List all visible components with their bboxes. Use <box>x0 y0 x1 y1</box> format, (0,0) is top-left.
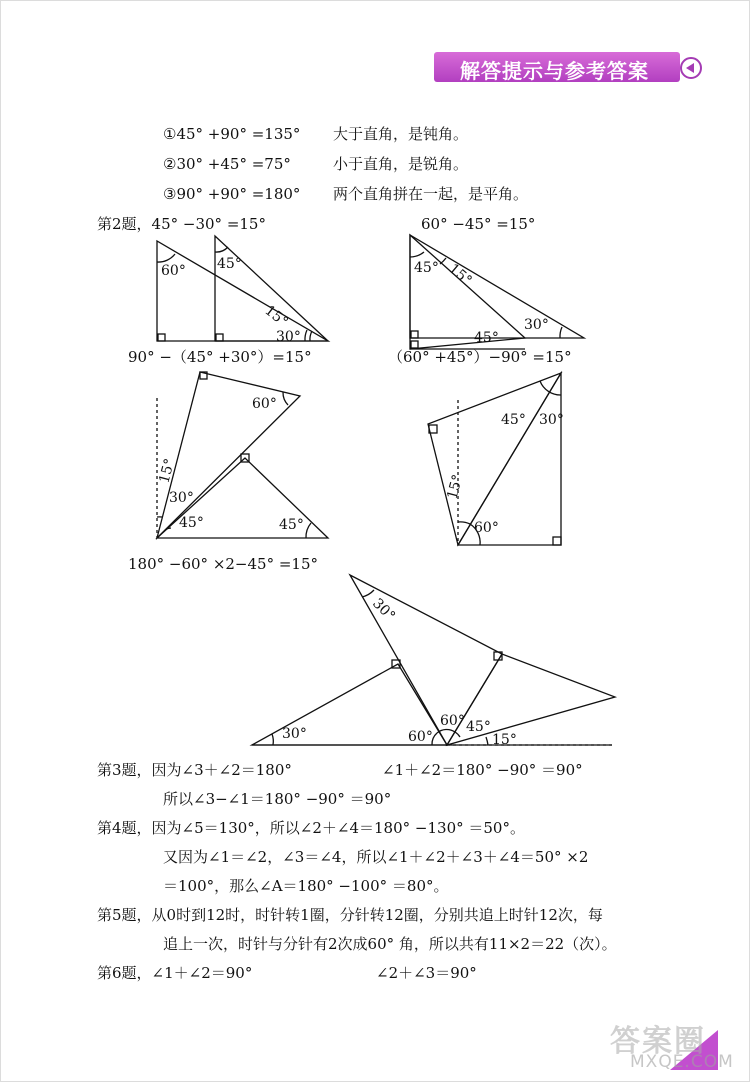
q3-line-1b: ∠1＋∠2＝180° −90° ＝90° <box>382 761 583 779</box>
watermark-logo: 答案圈 <box>610 1024 706 1059</box>
fig-a-label-60: 60° <box>161 263 186 279</box>
fig-e-label-30a: 30° <box>282 726 307 742</box>
fig-b-label-45b: 45° <box>474 330 499 346</box>
fig-c-label-60: 60° <box>252 396 277 412</box>
fig-e-label-15: 15° <box>492 732 517 748</box>
fig-b-label-30: 30° <box>524 317 549 333</box>
fig-d-label-45: 45° <box>501 412 526 428</box>
fig-c-label-30: 30° <box>169 490 194 506</box>
fig-c-label-45a: 45° <box>179 515 204 531</box>
q2-eq-left-1: 90° −（45° +30°）=15° <box>128 348 312 366</box>
fig-e-label-45: 45° <box>466 719 491 735</box>
q4-line-3: ＝100°，那么∠A＝180° −100° ＝80°。 <box>163 877 449 895</box>
q5-line-2: 追上一次，时针与分针有2次成60° 角，所以共有11×2＝22（次）。 <box>163 935 617 953</box>
q1-line-1-note: 大于直角，是钝角。 <box>333 125 469 143</box>
figure-c <box>157 372 328 538</box>
q3-line-1a: 第3题，因为∠3＋∠2＝180° <box>97 761 292 779</box>
fig-c-label-15: 15° <box>156 456 179 486</box>
fig-d-label-15: 15° <box>444 472 467 502</box>
figure-a <box>157 236 328 341</box>
fig-a-label-15: 15° <box>261 302 291 331</box>
q1-line-2-note: 小于直角，是锐角。 <box>333 155 469 173</box>
fig-e-label-60a: 60° <box>408 729 433 745</box>
fig-c-label-45b: 45° <box>279 517 304 533</box>
figure-e <box>252 575 615 745</box>
fig-d-label-60: 60° <box>474 520 499 536</box>
fig-d-label-30: 30° <box>539 412 564 428</box>
q3-line-2: 所以∠3−∠1＝180° −90° ＝90° <box>163 790 392 808</box>
q4-line-1: 第4题，因为∠5＝130°，所以∠2＋∠4＝180° −130° ＝50°。 <box>97 819 525 837</box>
q6-line-1a: 第6题，∠1＋∠2＝90° <box>97 964 253 982</box>
fig-b-label-45: 45° <box>414 260 439 276</box>
q1-line-3-expr: ③90° +90° =180° <box>163 185 301 203</box>
fig-e-label-30b: 30° <box>369 595 399 625</box>
fig-e-label-60b: 60° <box>440 713 465 729</box>
q1-line-2-expr: ②30° +45° =75° <box>163 155 291 173</box>
fig-a-label-30: 30° <box>276 329 301 345</box>
q4-line-2: 又因为∠1＝∠2，∠3＝∠4，所以∠1＋∠2＋∠3＋∠4＝50° ×2 <box>163 848 589 866</box>
q6-line-1b: ∠2＋∠3＝90° <box>376 964 477 982</box>
q2-prefix: 第2题，45° −30° =15° <box>97 215 266 233</box>
q5-line-1: 第5题，从0时到12时，时针转1圈，分针转12圈，分别共追上时针12次，每 <box>97 906 603 924</box>
watermark-url: MXQE.COM <box>630 1052 734 1072</box>
q2-eq-top-right: 60° −45° =15° <box>421 215 536 233</box>
q2-eq-right-1: （60° +45°）−90° =15° <box>388 348 572 366</box>
q2-eq-left-2: 180° −60° ×2−45° =15° <box>128 555 319 573</box>
fig-b-label-15: 15° <box>445 260 475 290</box>
fig-a-label-45: 45° <box>217 256 242 272</box>
q1-line-1-expr: ①45° +90° =135° <box>163 125 301 143</box>
q1-line-3-note: 两个直角拼在一起，是平角。 <box>333 185 529 203</box>
section-header-title: 解答提示与参考答案 <box>460 59 649 83</box>
